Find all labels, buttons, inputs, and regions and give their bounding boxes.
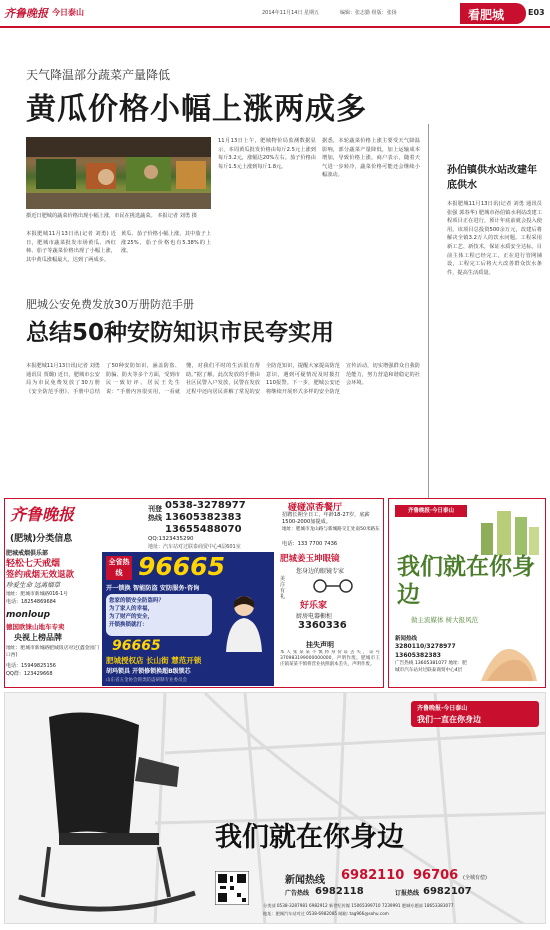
- ad-c-bubble1: 您家的锁安全防盗吗？: [109, 598, 165, 604]
- ad-d-line1: 招聘长期全日工，年龄18-27岁，底薪1500-2000加提成。: [282, 512, 370, 525]
- ad-f-line1: 厨房电器橱柜: [296, 613, 333, 620]
- ad-a-title: 肥城戒烟俱乐部: [6, 550, 49, 557]
- article-2-body: 本报肥城11月13日讯(记者 刘勇 通讯员 贾璐) 近日，肥城市公安局为市民免费发放了30万册《安全防范手册》，手册中总结了50种安防知识，涵盖防盗、防骗、防火等多个方面，受到市民一致好评。居民王先生说：“手册内容很实用，一看就懂，对我们平时的生活很有帮助。”据了解，此次发放的手册由社区民警入户发放，民警在发放过程中还向居民讲解了常见的安全防范知识，提醒大家提高防范意识，遇到可疑情况及时拨打110报警。下一步，肥城公安还将继续开展形式多样的安全防范宣传活动，切实增强群众自我防范能力，努力营造和谐稳定的社会环境。: [26, 363, 420, 395]
- ad-locksmith: [102, 552, 274, 686]
- editor-line: 编辑：张志勤 组版：张扬: [340, 10, 397, 16]
- promo-logo-bar: 齐鲁晚报·今日泰山: [395, 505, 467, 517]
- ad-kitchen: [278, 598, 382, 638]
- qr-code-icon: [215, 871, 249, 905]
- ad-g-title: 挂失声明: [306, 641, 334, 649]
- ad-glasses: [278, 552, 382, 600]
- article-1-col4: 据悉，本轮蔬菜价格上涨主要受天气降温影响，部分蔬菜产量降低，加上运输成本增加，导致价格上涨。商户表示，随着天气进一步转冷，蔬菜价格可能还会继续小幅波动。: [322, 138, 420, 179]
- rocking-chair-icon: [9, 697, 199, 921]
- market-photo-art: [26, 137, 211, 209]
- ad-d-phone: 电话：133 7700 7436: [282, 541, 338, 547]
- bottom-logo-bar: [411, 701, 539, 727]
- ad-quit-smoking: [6, 548, 100, 606]
- ad-d-title: 碰碰凉香餐厅: [288, 503, 343, 513]
- section-badge: [460, 3, 526, 24]
- ad-c-number2: 96665: [112, 638, 161, 654]
- bottom-footer1: 分类部 0538-3287981 6982912 新世纪传媒 15065399710 7239991 肥城专题部 18653383077: [263, 903, 454, 908]
- classifieds-hotline-label: 刊登热线: [148, 505, 162, 522]
- classifieds-phone1: 0538-3278977: [165, 500, 246, 511]
- article-1-headline: 黄瓜价格小幅上涨两成多: [26, 92, 367, 127]
- ad-c-bubble4: 开锁换锁就打：: [109, 622, 148, 628]
- article-1-col3: 11月13日上午，肥城物价局监测数据显示，本周黄瓜批发价格由每斤2.5元上涨到每斤3.2元，涨幅达20%左右。茄子价格由每斤1.5元上涨到每斤1.8元。: [218, 138, 316, 170]
- issue-date: 2014年11月14日 星期五: [262, 10, 320, 16]
- ad-a-line3: 珍爱生命 远离烟草: [6, 581, 61, 589]
- ad-hotline-label: 广告热线: [285, 890, 310, 897]
- ad-a-line1: 轻松七天戒烟: [6, 559, 61, 569]
- ad-restaurant: [278, 498, 382, 550]
- ad-a-phone: 电话：18254869684: [6, 599, 56, 605]
- classifieds-logo: 齐鲁晚报: [10, 505, 75, 524]
- ad-c-footer2: 胡玛锁具 开锁修锁换超B级锁芯: [106, 668, 191, 675]
- article-2-kicker: 肥城公安免费发放30万册防范手册: [26, 298, 194, 311]
- buildings-icon: [477, 503, 541, 555]
- ad-b-line2: 央视上榜品牌: [14, 633, 62, 642]
- classifieds-phone3: 13655488070: [165, 524, 242, 535]
- hands-icon: [477, 631, 541, 685]
- ad-hotline-phone: 6982118: [315, 886, 364, 897]
- classifieds-address: 地址：汽车站对过联泰商贸中心4层601室: [148, 544, 241, 550]
- ad-c-bubble3: 为了财产的安全，: [109, 614, 154, 620]
- promo-phone2: 13605382383: [395, 652, 441, 659]
- news-hotline-label: 新闻热线: [285, 875, 325, 886]
- classifieds-phone2: 13605382383: [165, 512, 242, 523]
- ad-b-line1: 德国欧铼山地车专卖: [6, 623, 65, 631]
- promo-address: 广告热线 13605381077 地址：肥城市汽车站对过联泰商贸中心4层: [395, 661, 467, 673]
- ad-monloup: [6, 610, 100, 686]
- promo-sub: 做主流媒体 树大报风范: [411, 616, 479, 624]
- news-hotline-phone: 6982110: [341, 868, 405, 883]
- ad-c-number: 96665: [138, 552, 225, 581]
- sidebar-body: 本报肥城11月13日讯(记者 刘勇 通讯员 张强 郭春华) 肥城市孙伯镇水利站改建工程项目正在进行，预计年底前就会投入使用。该项目总投资500余万元，改建后将解决全镇3.2万人的饮水问题。工程采用新工艺、新技术，保证水质安全达标。目前主体工程已经完工，正在进行管网铺设，工程完工后将大大改善群众饮水条件，提高生活质量。: [447, 201, 542, 276]
- ad-c-slogan: 开一锁换 智能防盗 安防服务·咨询: [106, 585, 200, 592]
- ad-b-phone: 电话：15949825156: [6, 663, 56, 669]
- bottom-slogan: 我们就在你身边: [215, 822, 404, 853]
- market-photo: [26, 137, 211, 209]
- masthead: [0, 0, 550, 28]
- ad-e-line1: 您身边的眼镜专家: [296, 568, 345, 575]
- news-hotline-alt: 96706: [413, 868, 459, 883]
- ad-lost-notice: [278, 640, 382, 686]
- ad-c-bubble: [106, 594, 212, 636]
- ad-d-addr: 地址：肥城市龙山路与新城路交汇处南50米路东: [282, 527, 380, 532]
- article-1-kicker: 天气降温部分蔬菜产量降低: [26, 68, 171, 82]
- sub-hotline-phone: 6982107: [423, 886, 472, 897]
- ad-g-body: 本人张某某不慎将身份证丢失，证号370983199000000000，声明作废。肥城市王庄镇某某不慎将营业执照副本丢失，声明作废。: [280, 650, 380, 667]
- bottom-footer2: 地址：肥城汽车站对过 0538-6982085 邮箱: tag966@sohu.com: [263, 911, 389, 916]
- ad-c-footer1: 肥城授权店 长山街 慧范开锁: [106, 656, 202, 665]
- ad-c-org: 山东省五金协会锁类防盗研制专业委员会: [106, 678, 187, 683]
- promo-main: 我们就在你身边: [397, 553, 535, 608]
- ad-e-side: 美注有礼: [280, 576, 286, 600]
- bottom-logo: 齐鲁晚报·今日泰山: [417, 705, 468, 712]
- ad-f-phone: 3360336: [298, 620, 347, 631]
- classifieds-qq: QQ:1323435290: [148, 536, 194, 542]
- promo-phone1: 3280110/3278977: [395, 643, 456, 650]
- ad-e-title: 肥城姜玉坤眼镜: [280, 554, 340, 564]
- ad-f-title: 好乐家: [300, 601, 328, 611]
- ad-a-addr: 地址：肥城市新城路016-1号: [6, 592, 68, 597]
- news-hotline-note: (全城有偿): [463, 875, 487, 881]
- article-2-headline: 总结50种安防知识市民夸实用: [26, 320, 335, 346]
- classifieds-title: (肥城)分类信息: [10, 534, 73, 544]
- ad-a-line2: 签约戒烟无效退款: [6, 570, 75, 580]
- sub-hotline-label: 订报热线: [395, 890, 420, 897]
- woman-figure-icon: [218, 592, 270, 652]
- glasses-icon: [308, 578, 358, 594]
- edition-name: 今日泰山: [52, 8, 84, 17]
- promo-address-label: 新闻热线: [395, 636, 418, 642]
- photo-caption: 摄近日肥城的蔬菜价格出现小幅上涨，市民在挑选蔬菜。 本报记者 刘勇 摄: [26, 213, 197, 219]
- column-divider: [428, 124, 429, 544]
- ad-c-bubble2: 为了家人的幸福，: [109, 606, 154, 612]
- promo-box: [388, 498, 546, 688]
- section-title: 看肥城: [468, 8, 505, 22]
- ad-b-brand: monloup: [6, 610, 51, 620]
- bottom-tagline: 我们一直在你身边: [417, 715, 481, 724]
- ad-c-label: 全省热线: [106, 556, 132, 580]
- article-1-col1: 本报肥城11月13日讯(记者 刘勇) 近日，肥城市蔬菜批发市场黄瓜、西红柿、茄子等蔬菜价格出现了小幅上涨，其中黄瓜涨幅最大，达到了两成多。: [26, 231, 116, 263]
- ad-b-addr: 地址：肥城市新城路肥城饭店对过(鑫金园门口西): [6, 646, 100, 658]
- page-number: E03: [528, 8, 545, 17]
- bottom-banner: [4, 692, 546, 924]
- newspaper-logo: 齐鲁晚报: [4, 7, 48, 20]
- sidebar-headline: 孙伯镇供水站改建年底供水: [447, 165, 537, 191]
- article-1-col2: 黄瓜、茄子价格小幅上涨，其中茄子上涨25%，茄子价格也有5.38%的上涨。: [121, 231, 211, 255]
- ad-b-qq: QQ群：123429668: [6, 671, 53, 677]
